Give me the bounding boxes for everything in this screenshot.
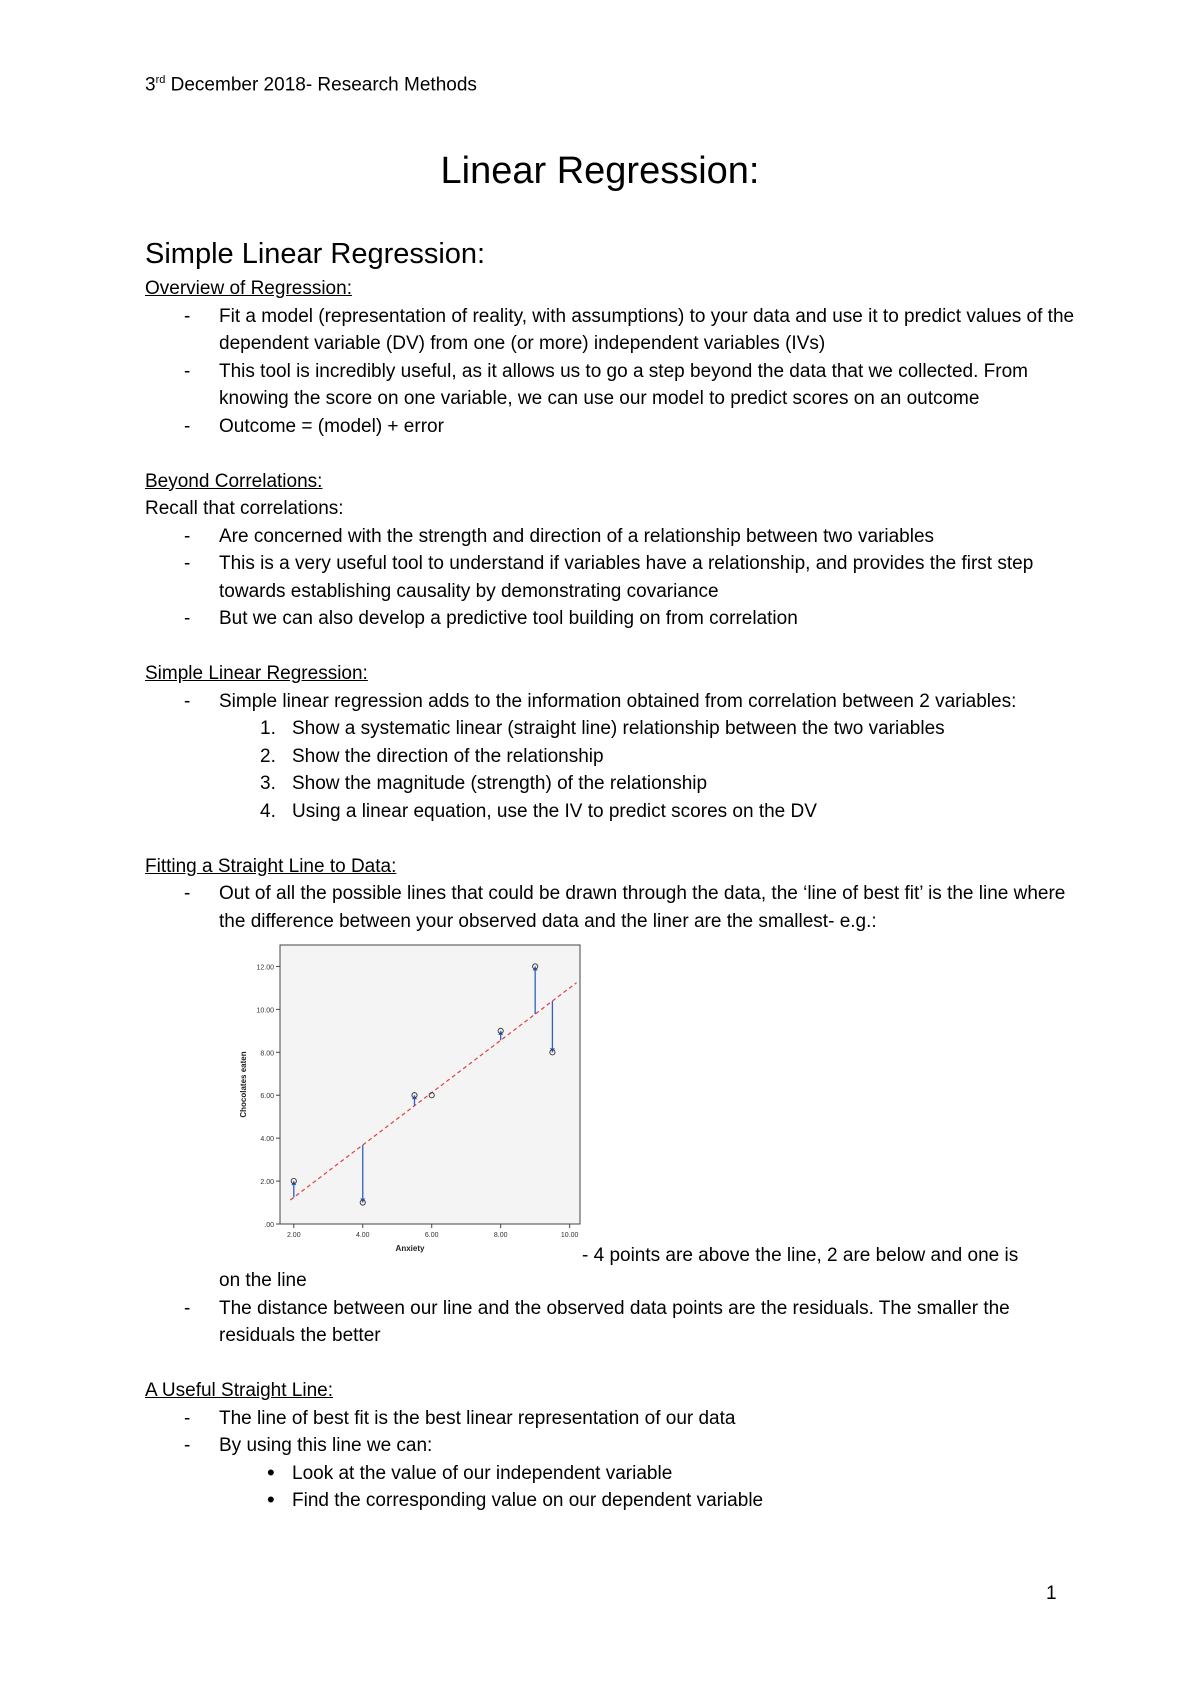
bullet-item: • Find the corresponding value on our dependent variable <box>219 1487 1080 1515</box>
chart-note-continuation: on the line <box>219 1270 307 1291</box>
fitting-heading: Fitting a Straight Line to Data: <box>145 855 397 877</box>
beyond-heading: Beyond Correlations: <box>145 470 323 492</box>
scatter-chart <box>230 937 585 1267</box>
x-tick-label: 2.00 <box>286 1232 301 1239</box>
chart-note: - 4 points are above the line, 2 are below and one is <box>582 1245 1019 1266</box>
chart-container <box>145 937 1080 1267</box>
list-item: - Are concerned with the strength and direction of a relationship between two variables <box>145 523 1080 551</box>
x-tick-label: 8.00 <box>493 1232 508 1239</box>
page-header: 3rd December 2018- Research Methods <box>145 74 477 96</box>
useful-section <box>145 1377 1080 1515</box>
list-item: - The line of best fit is the best linear representation of our data <box>145 1405 1080 1433</box>
bullet-item: • Look at the value of our independent variable <box>219 1460 1080 1488</box>
useful-list <box>145 1405 1080 1460</box>
list-item: - The distance between our line and the observed data points are the residuals. The smaller the residuals the better <box>145 1295 1080 1350</box>
x-tick-label: 10.00 <box>560 1232 579 1239</box>
overview-list <box>145 303 1080 441</box>
fitting-list <box>145 880 1080 935</box>
useful-heading: A Useful Straight Line: <box>145 1380 333 1401</box>
list-item: - Out of all the possible lines that could be drawn through the data, the ‘line of best fit’ is the line where the difference between your observed data and the liner are the smallest- e.g.: <box>145 880 1080 935</box>
numbered-item: 1. Show a systematic linear (straight line) relationship between the two variables <box>260 718 945 739</box>
y-tick-label: 2.00 <box>260 1179 274 1187</box>
y-tick-label: 12.00 <box>256 964 274 972</box>
list-item: - This is a very useful tool to understand if variables have a relationship, and provides the first step towards establishing causality by demonstrating covariance <box>145 550 1080 605</box>
x-tick-label: 4.00 <box>355 1232 370 1239</box>
page-number: 1 <box>1046 1583 1057 1604</box>
numbered-item: 3. Show the magnitude (strength) of the relationship <box>260 773 708 794</box>
fitting-list-2 <box>145 1295 1080 1350</box>
x-axis-label: Anxiety <box>395 1244 425 1253</box>
list-item: - Fit a model (representation of reality, with assumptions) to your data and use it to predict values of the dependent variable (DV) from one (or more) independent variables (IVs) <box>145 303 1080 358</box>
slr-list <box>145 688 1080 716</box>
useful-bullet-list <box>145 1460 1080 1515</box>
numbered-item: 2. Show the direction of the relationship <box>260 745 604 767</box>
overview-heading: Overview of Regression: <box>145 278 352 299</box>
beyond-correlations-section <box>145 468 1080 633</box>
list-item: - Outcome = (model) + error <box>145 413 1080 441</box>
slr-heading: Simple Linear Regression: <box>145 663 368 684</box>
list-item: - But we can also develop a predictive tool building on from correlation <box>145 605 1080 633</box>
fitting-section <box>145 853 1080 1350</box>
x-tick-label: 6.00 <box>424 1232 439 1239</box>
slr-section <box>145 660 1080 825</box>
beyond-list <box>145 523 1080 633</box>
numbered-item: 4. Using a linear equation, use the IV to predict scores on the DV <box>260 800 817 822</box>
beyond-intro: Recall that correlations: <box>145 498 344 519</box>
y-tick-label: 6.00 <box>260 1093 274 1101</box>
y-tick-label: .00 <box>264 1222 274 1229</box>
section-heading: Simple Linear Regression: <box>145 238 486 270</box>
document-body <box>145 275 1080 1515</box>
y-tick-label: 4.00 <box>260 1136 274 1144</box>
list-item: - This tool is incredibly useful, as it allows us to go a step beyond the data that we collected. From knowing the score on one variable, we can use our model to predict scores on an outcome <box>145 358 1080 413</box>
page-title: Linear Regression: <box>440 150 760 192</box>
list-item: - Simple linear regression adds to the information obtained from correlation between 2 variables: <box>145 688 1080 716</box>
y-tick-label: 8.00 <box>260 1050 274 1058</box>
slr-numbered-list <box>145 715 1080 825</box>
y-axis-label: Chocolates eaten <box>239 1051 248 1118</box>
list-item: - By using this line we can: <box>145 1432 1080 1460</box>
y-tick-label: 10.00 <box>256 1007 274 1015</box>
